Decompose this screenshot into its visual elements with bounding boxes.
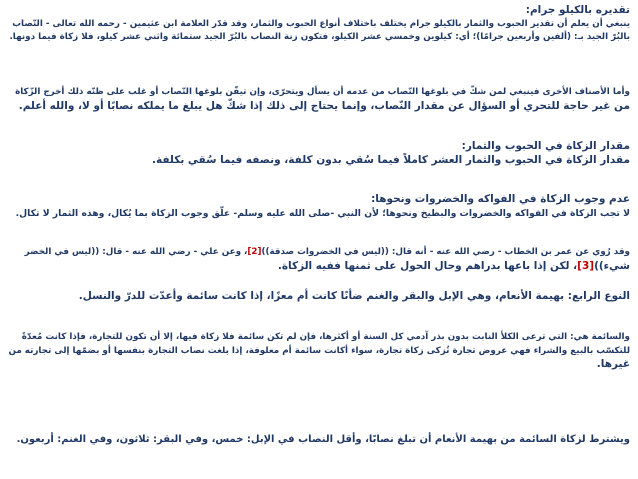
text-line: بالبُرّ الجيد بـ: (ألفين وأربعين جرامًا)؛ أي: كيلوين وخمسي عشر الكيلو، فتكون زنة النصاب بالبُرّ الجيد ستمائة واثني عشر كيلو، فلا زكاة فيما دونها. — [9, 32, 630, 42]
text-segment: وقد رُوي عن عمر بن الخطاب - رضي الله عنه - أنه قال: ((ليس في الخضروات صدقة)) — [261, 247, 630, 257]
section-heading: تقديره بالكيلو جرام: — [525, 4, 630, 16]
text-line: من غير حاجة للتحري أو السؤال عن مقدار النّصاب، وإنما يحتاج إلى ذلك إذا شكّ هل يبلغ ما يملكه نصابًا أو لا، والله أعلم. — [18, 99, 630, 112]
text-line: غيرها. — [596, 358, 630, 370]
paragraph-narrations — [8, 246, 630, 273]
text-line: مقدار الزكاة في الحبوب والثمار العشر كاملاً فيما سُقي بدون كلفة، ونصفه فيما سُقي بكلفة. — [152, 153, 630, 166]
text-segment: ، وعن علي - رضي الله عنه - قال: ((ليس في الخضر — [24, 247, 248, 257]
text-segment: ، لكن إذا باعها بدراهم وحال الحول على ثمنها ففيه الزكاة. — [277, 259, 578, 272]
text-line: للتكسّب بالبيع والشراء فهي عروض تجارة تُزكى زكاة تجارة، سواء أكانت سائمة أم معلوفة، إذا بلغت نصاب التجارة بنفسها أو بضمّها إلى تجارته من — [8, 345, 630, 356]
text-segment: شيء)) — [594, 259, 630, 272]
text-line: النوع الرابع: بهيمة الأنعام، وهي الإبل والبقر والغنم ضأنًا كانت أم معزًا، إذا كانت سائمة وأعدّت للدرّ والنسل. — [78, 290, 630, 302]
paragraph-zakat-amount — [8, 140, 630, 167]
text-line — [8, 246, 630, 260]
text-line: ينبغي أن يعلم أن تقدير الحبوب والثمار بالكيلو جرام يختلف باختلاف أنواع الحبوب والثمار، وقد قدّر العلامة ابن عثيمين - رحمه الله تعالى - النّصاب — [12, 18, 630, 29]
paragraph-livestock — [8, 290, 630, 304]
text-line: لا تجب الزكاة في الفواكه والخضروات والبطيخ ونحوها؛ لأن النبي -صلى الله عليه وسلم- علّق وجوب الزكاة بما يُكال، وهذه الثمار لا تكال. — [15, 207, 630, 219]
paragraph-nisab-condition — [8, 433, 630, 447]
text-line: وأما الأصناف الأخرى فينبغي لمن شكّ في بلوغها النّصاب من عدمه أن يسأل ويتحرّى، وإن تيقّن بلوغها النّصاب أو غلب على ظنّه ذلك أخرج الزّكاة — [15, 87, 630, 97]
text-line: ويشترط لزكاة السائمة من بهيمة الأنعام أن تبلغ نصابًا، وأقل النصاب في الإبل: خمس، وفي البقر: ثلاثون، وفي الغنم: أربعون. — [16, 434, 630, 445]
paragraph-fruits-vegetables — [8, 193, 630, 220]
text-line: والسائمة هي: التي ترعى الكلأ النابت بدون بذر آدمي كل السنة أو أكثرها، فإن لم تكن سائمة فلا زكاة فيها، إلا أن تكون للتجارة، فإذا كانت مُعدّةً — [21, 332, 630, 342]
section-heading: عدم وجوب الزكاة في الفواكه والخضروات ونحوها: — [371, 193, 630, 205]
section-heading: مقدار الزكاة في الحبوب والثمار: — [461, 140, 630, 152]
footnote-ref-3[interactable]: [3] — [577, 259, 595, 272]
paragraph-weight-estimate — [8, 4, 630, 45]
paragraph-grazing-animals — [8, 331, 630, 372]
paragraph-other-types — [8, 86, 630, 113]
text-line — [8, 260, 630, 274]
footnote-ref-2[interactable]: [2] — [247, 247, 262, 257]
